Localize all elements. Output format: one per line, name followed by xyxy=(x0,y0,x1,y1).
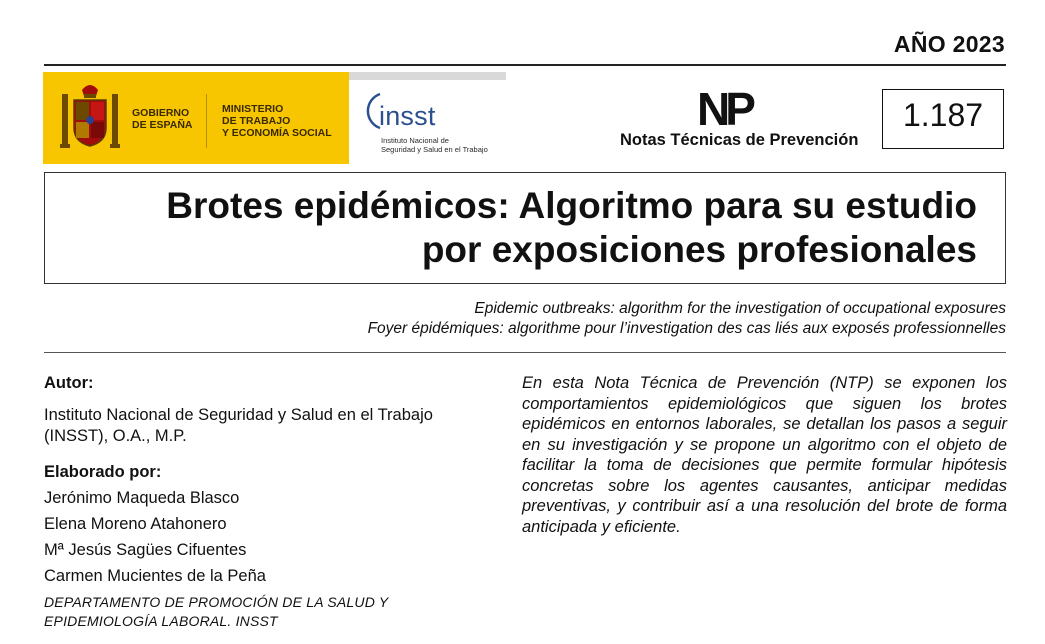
french-title: Foyer épidémiques: algorithme pour l’investigation des cas liés aux exposés professionnelles xyxy=(367,320,1006,337)
year-label: AÑO 2023 xyxy=(893,31,1005,57)
author-name: Carmen Mucientes de la Peña xyxy=(44,567,266,585)
header-grey-strip xyxy=(348,72,506,80)
ministry-line-3: Y ECONOMÍA SOCIAL xyxy=(222,127,332,139)
ntp-series-label: Notas Técnicas de Prevención xyxy=(620,131,859,149)
section-rule xyxy=(44,352,1006,353)
insst-logo-text: insst xyxy=(379,101,436,131)
government-line-2: DE ESPAÑA xyxy=(132,119,193,131)
government-line-1: GOBIERNO xyxy=(132,107,190,119)
ntp-number: 1.187 xyxy=(902,97,984,133)
author-name: Mª Jesús Sagües Cifuentes xyxy=(44,541,247,559)
government-name xyxy=(132,107,192,131)
document-title xyxy=(60,184,977,272)
insst-subtitle-1: Instituto Nacional de xyxy=(381,136,449,145)
logo-divider xyxy=(206,94,207,148)
department-line-1: DEPARTAMENTO DE PROMOCIÓN DE LA SALUD Y xyxy=(44,594,389,610)
coat-of-arms-icon xyxy=(60,80,120,158)
ministry-line-2: DE TRABAJO xyxy=(222,115,291,127)
top-rule xyxy=(44,64,1006,66)
department-line-2: EPIDEMIOLOGÍA LABORAL. INSST xyxy=(44,613,278,629)
title-line-1: Brotes epidémicos: Algoritmo para su estudio xyxy=(166,185,977,226)
elaborated-label: Elaborado por: xyxy=(44,463,162,481)
title-line-2: por exposiciones profesionales xyxy=(421,229,977,270)
author-name: Jerónimo Maqueda Blasco xyxy=(44,489,240,507)
author-label: Autor: xyxy=(44,374,94,392)
english-title: Epidemic outbreaks: algorithm for the investigation of occupational exposures xyxy=(474,300,1006,317)
ministry-line-1: MINISTERIO xyxy=(222,103,284,115)
abstract-text: En esta Nota Técnica de Prevención (NTP) se exponen los comportamientos epidemiológicos que siguen los brotes epidémicos en entornos laborales, se detallan los pasos a seguir en su investigación y se propone un algoritmo con el objeto de facilitar la toma de decisiones que permite formular hipótesis concretas sobre los agentes causantes, anticipar medidas preventivas, y contribuir así a una resolución del brote de forma anticipada y eficiente. xyxy=(522,374,1007,536)
author-line-2: (INSST), O.A., M.P. xyxy=(44,427,187,445)
ministry-name xyxy=(222,103,332,139)
np-logo: NP xyxy=(697,83,751,135)
insst-subtitle-2: Seguridad y Salud en el Trabajo xyxy=(381,145,488,154)
author-line-1: Instituto Nacional de Seguridad y Salud en el Trabajo xyxy=(44,406,433,424)
author-name: Elena Moreno Atahonero xyxy=(44,515,227,533)
